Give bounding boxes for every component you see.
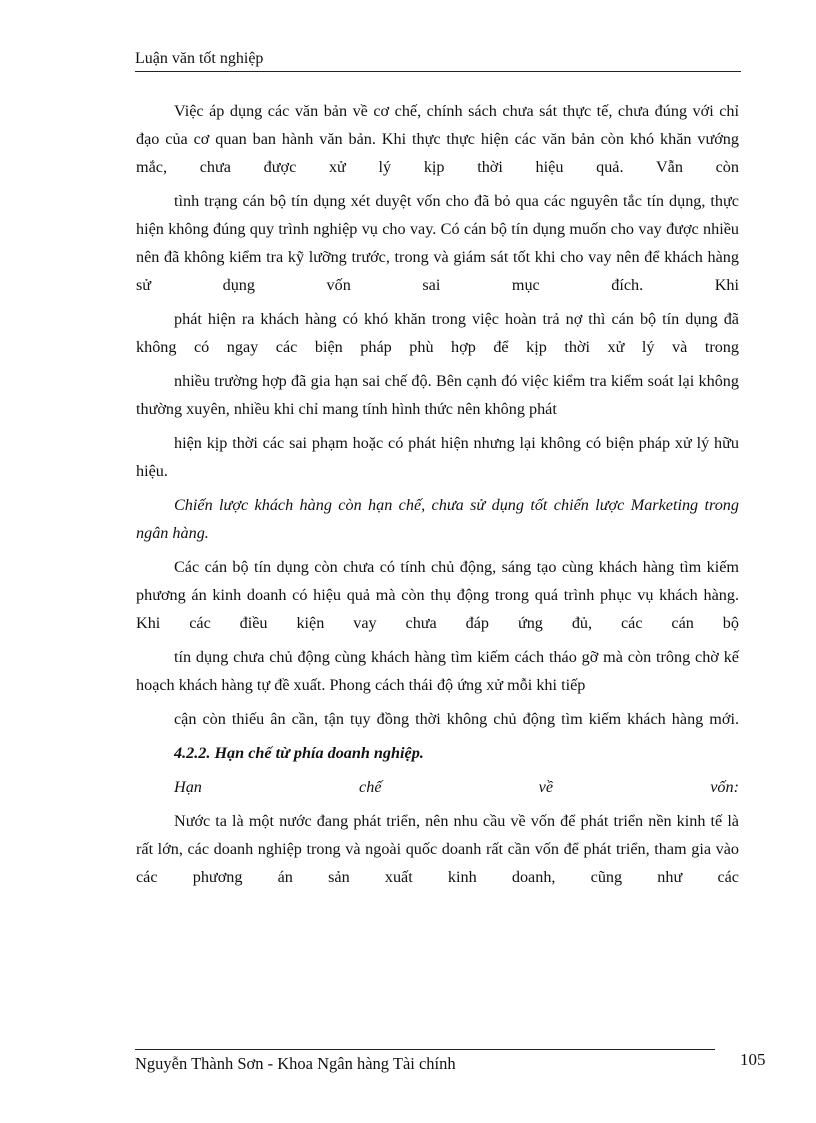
- paragraph-8: tín dụng chưa chủ động cùng khách hàng tìm kiếm cách tháo gỡ mà còn trông chờ kế hoạch khách hàng tự đề xuất. Phong cách thái độ ứng xử mỗi khi tiếp: [136, 648, 739, 694]
- final-paragraph: Nước ta là một nước đang phát triển, nên nhu cầu về vốn để phát triển nền kinh tế là rất lớn, các doanh nghiệp trong và ngoài quốc doanh rất cần vốn để phát triển, tham gia vào các phương án sản xuất kinh doanh, cũng như các: [136, 812, 739, 886]
- document-body: [136, 97, 739, 897]
- paragraph-5: hiện kịp thời các sai phạm hoặc có phát hiện nhưng lại không có biện pháp xử lý hữu hiệu.: [136, 434, 739, 480]
- page-number: 105: [740, 1050, 766, 1069]
- footer-divider: [135, 1049, 715, 1050]
- section-heading: 4.2.2. Hạn chế từ phía doanh nghiệp.: [174, 744, 424, 762]
- page-header-title: Luận văn tốt nghiệp: [135, 50, 741, 72]
- paragraph-7: Các cán bộ tín dụng còn chưa có tính chủ động, sáng tạo cùng khách hàng tìm kiếm phương án kinh doanh có hiệu quả mà còn thụ động trong quá trình phục vụ khách hàng. Khi các điều kiện vay chưa đáp ứng đủ, các cán bộ: [136, 558, 739, 632]
- subheading: Hạn chế về vốn:: [174, 778, 739, 796]
- paragraph-2: tình trạng cán bộ tín dụng xét duyệt vốn cho đã bỏ qua các nguyên tắc tín dụng, thực hiện không đúng quy trình nghiệp vụ cho vay. Có cán bộ tín dụng muốn cho vay được nhiều nên đã không kiểm tra kỹ lưỡng trước, trong và giám sát tốt khi cho vay nên để khách hàng sử dụng vốn sai mục đích. Khi: [136, 192, 739, 294]
- paragraph-4: nhiều trường hợp đã gia hạn sai chế độ. Bên cạnh đó việc kiểm tra kiểm soát lại không thường xuyên, nhiều khi chỉ mang tính hình thức nên không phát: [136, 372, 739, 418]
- footer-author: Nguyễn Thành Sơn - Khoa Ngân hàng Tài chính: [135, 1054, 456, 1073]
- paragraph-9: cận còn thiếu ân cần, tận tụy đồng thời không chủ động tìm kiếm khách hàng mới.: [174, 710, 739, 728]
- paragraph-3: phát hiện ra khách hàng có khó khăn trong việc hoàn trả nợ thì cán bộ tín dụng đã không có ngay các biện pháp phù hợp để kịp thời xử lý và trong: [136, 310, 739, 356]
- paragraph-6-italic: Chiến lược khách hàng còn hạn chế, chưa sử dụng tốt chiến lược Marketing trong ngân hàng.: [136, 496, 739, 542]
- paragraph-1: Việc áp dụng các văn bản về cơ chế, chính sách chưa sát thực tế, chưa đúng với chỉ đạo của cơ quan ban hành văn bản. Khi thực thực hiện các văn bản còn khó khăn vướng mắc, chưa được xử lý kịp thời hiệu quả. Vẫn còn: [136, 102, 739, 176]
